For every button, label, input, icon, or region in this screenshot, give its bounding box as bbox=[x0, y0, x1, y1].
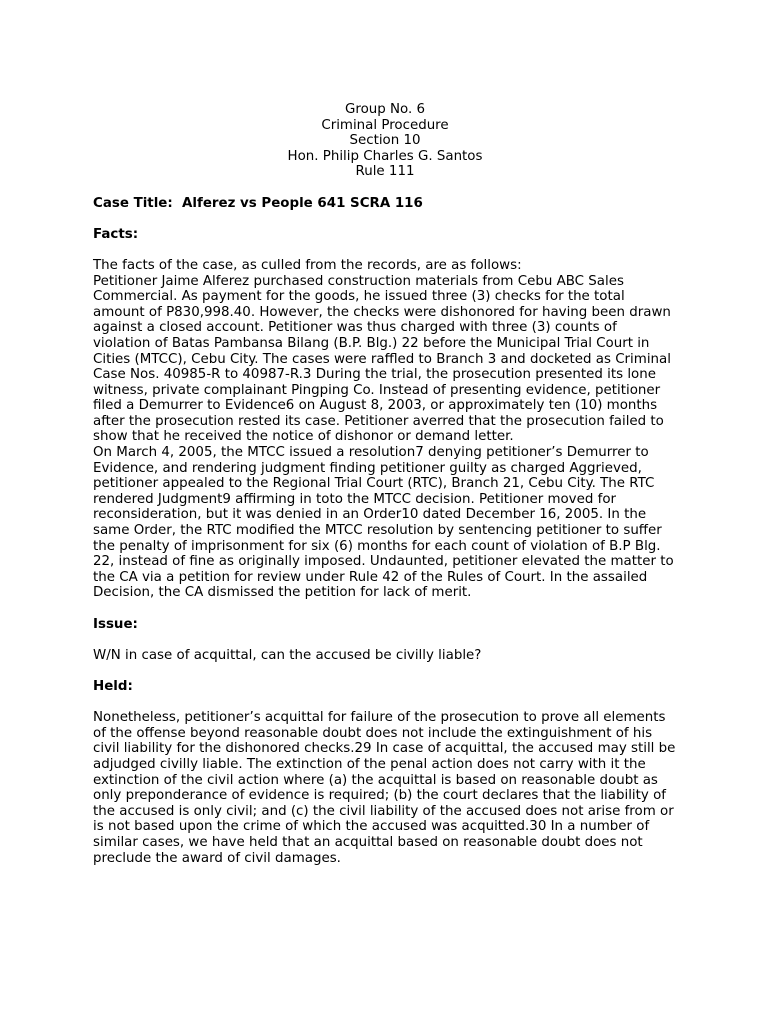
held-heading: Held: bbox=[93, 678, 133, 694]
facts-heading: Facts: bbox=[93, 226, 139, 242]
facts-intro: The facts of the case, as culled from the records, are as follows: bbox=[93, 257, 522, 273]
facts-section bbox=[93, 227, 677, 601]
issue-heading: Issue: bbox=[93, 616, 138, 632]
section-number: Section 10 bbox=[349, 133, 421, 149]
issue-section bbox=[93, 617, 677, 664]
rule-number: Rule 111 bbox=[355, 164, 415, 180]
document-page bbox=[93, 102, 677, 882]
issue-text: W/N in case of acquittal, can the accused be civilly liable? bbox=[93, 647, 482, 663]
document-header bbox=[93, 102, 677, 180]
course-name: Criminal Procedure bbox=[321, 117, 449, 133]
group-number: Group No. 6 bbox=[344, 102, 426, 117]
held-text: Nonetheless, petitioner’s acquittal for failure of the prosecution to prove all elements of the offense beyond reasonable doubt does not include the extinguishment of his civil liability for the dishonored checks.29 In case of acquittal, the accused may still be adjudged civilly liable. The extinction of the penal action does not carry with it the extinction of the civil action where (a) the acquittal is based on reasonable doubt as only preponderance of evidence is required; (b) the court declares that the liability of the accused is only civil; and (c) the civil liability of the accused does not arise from or is not based upon the crime of which the accused was acquitted.30 In a number of similar cases, we have held that an acquittal based on reasonable doubt does not preclude the award of civil damages. bbox=[93, 710, 676, 866]
instructor-name: Hon. Philip Charles G. Santos bbox=[287, 148, 483, 164]
facts-paragraph: On March 4, 2005, the MTCC issued a resolution7 denying petitioner’s Demurrer to Evidence, and rendering judgment finding petitioner guilty as charged Aggrieved, petitioner appealed to the Regional Trial Court (RTC), Branch 21, Cebu City. The RTC rendered Judgment9 affirming in toto the MTCC decision. Petitioner moved for reconsideration, but it was denied in an Order10 dated December 16, 2005. In the same Order, the RTC modified the MTCC resolution by sentencing petitioner to suffer the penalty of imprisonment for six (6) months for each count of violation of B.P Blg. 22, instead of fine as originally imposed. Undaunted, petitioner elevated the matter to the CA via a petition for review under Rule 42 of the Rules of Court. In the assailed Decision, the CA dismissed the petition for lack of merit. bbox=[93, 445, 674, 601]
case-title: Case Title: Alferez vs People 641 SCRA 116 bbox=[93, 195, 423, 211]
held-section bbox=[93, 679, 677, 866]
facts-paragraph: Petitioner Jaime Alferez purchased construction materials from Cebu ABC Sales Commercial. As payment for the goods, he issued three (3) checks for the total amount of P830,998.40. However, the checks were dishonored for having been drawn against a closed account. Petitioner was thus charged with three (3) counts of violation of Batas Pambansa Bilang (B.P. Blg.) 22 before the Municipal Trial Court in Cities (MTCC), Cebu City. The cases were raffled to Branch 3 and docketed as Criminal Case Nos. 40985-R to 40987-R.3 During the trial, the prosecution presented its lone witness, private complainant Pingping Co. Instead of presenting evidence, petitioner filed a Demurrer to Evidence6 on August 8, 2003, or approximately ten (10) months after the prosecution rested its case. Petitioner averred that the prosecution failed to show that he received the notice of dishonor or demand letter. bbox=[93, 273, 671, 445]
